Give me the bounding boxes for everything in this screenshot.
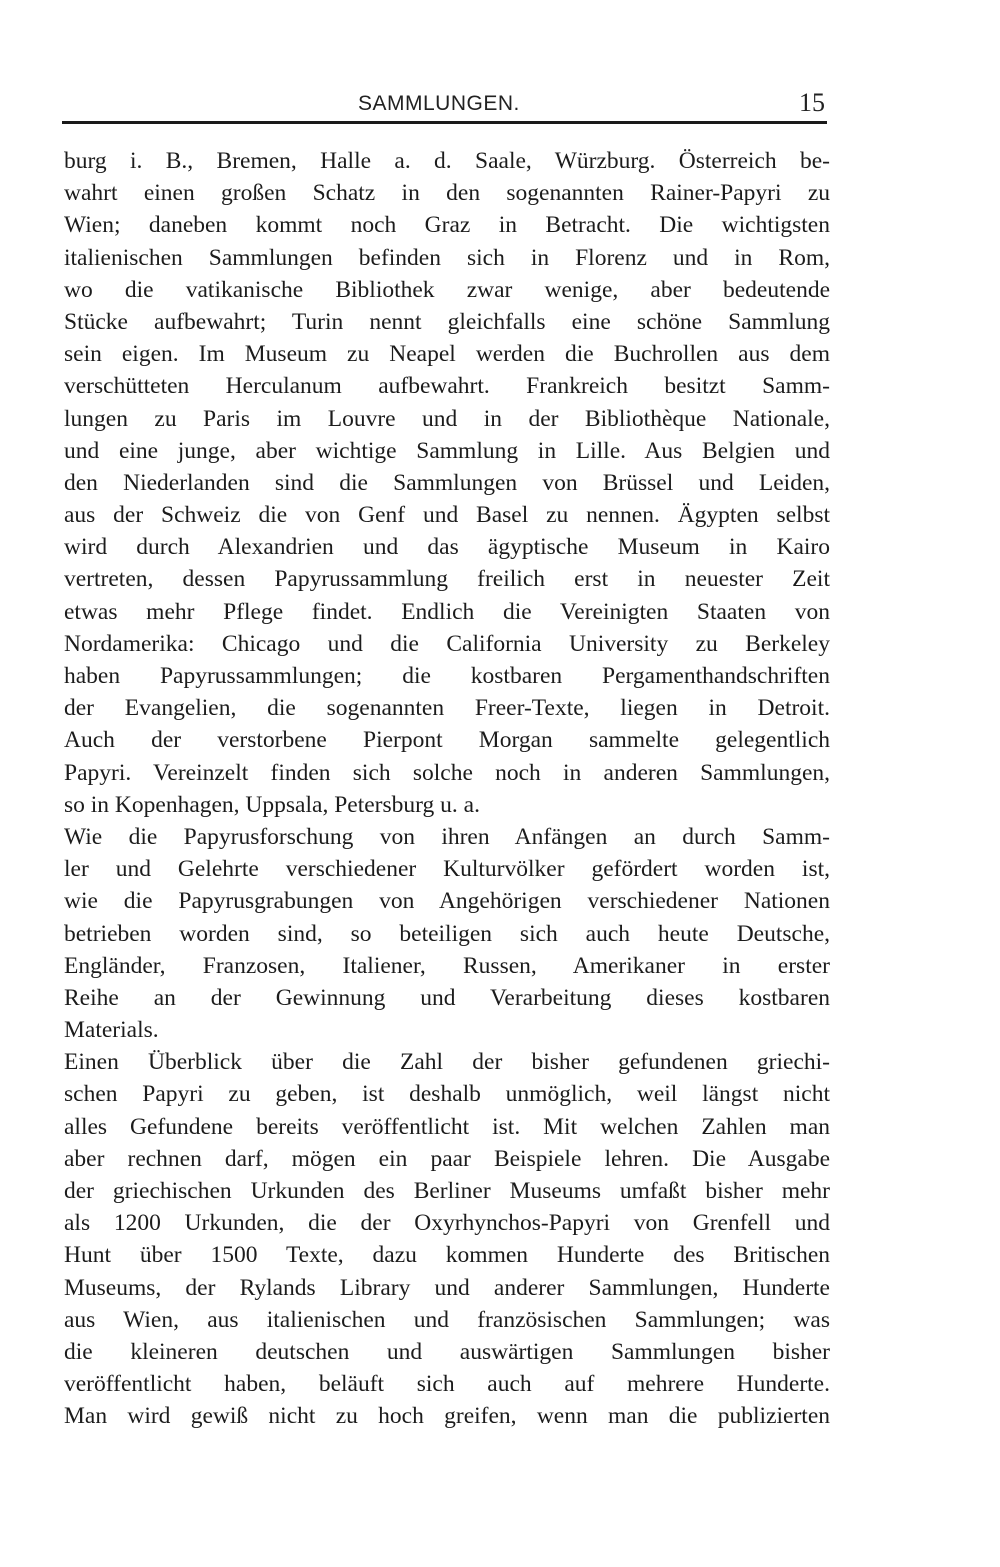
text-line: sein eigen. Im Museum zu Neapel werden die Buchrollen aus dem bbox=[64, 341, 830, 368]
text-line: und eine junge, aber wichtige Sammlung in Lille. Aus Belgien und bbox=[64, 437, 830, 464]
text-line: italienischen Sammlungen befinden sich in Florenz und in Rom, bbox=[64, 244, 830, 271]
text-line: haben Papyrussammlungen; die kostbaren Pergamenthandschriften bbox=[64, 663, 830, 689]
text-line: wahrt einen großen Schatz in den sogenannten Rainer-Papyri zu bbox=[64, 180, 830, 207]
text-line: Stücke aufbewahrt; Turin nennt gleichfalls eine schöne Sammlung bbox=[64, 308, 830, 335]
text-line: aus Wien, aus italienischen und französischen Sammlungen; was bbox=[64, 1306, 830, 1333]
header-rule bbox=[62, 121, 827, 124]
text-line: wird durch Alexandrien und das ägyptische Museum in Kairo bbox=[64, 534, 830, 561]
text-line: Man wird gewiß nicht zu hoch greifen, wenn man die publizierten bbox=[64, 1403, 830, 1430]
body-text bbox=[64, 145, 830, 1433]
text-line: etwas mehr Pflege findet. Endlich die Vereinigten Staaten von bbox=[64, 598, 830, 625]
text-line: die kleineren deutschen und auswärtigen Sammlungen bisher bbox=[64, 1338, 830, 1365]
text-line: als 1200 Urkunden, die der Oxyrhynchos-Papyri von Grenfell und bbox=[64, 1210, 830, 1237]
text-line: vertreten, dessen Papyrussammlung freilich erst in neuester Zeit bbox=[64, 566, 830, 593]
text-line: burg i. B., Bremen, Halle a. d. Saale, Würzburg. Österreich be- bbox=[64, 148, 830, 174]
text-line: Museums, der Rylands Library und anderer Sammlungen, Hunderte bbox=[64, 1274, 830, 1301]
text-line: Papyri. Vereinzelt finden sich solche noch in anderen Sammlungen, bbox=[64, 759, 830, 786]
text-line: schen Papyri zu geben, ist deshalb unmöglich, weil längst nicht bbox=[64, 1081, 830, 1108]
text-line: ler und Gelehrte verschiedener Kulturvölker gefördert worden ist, bbox=[64, 856, 830, 883]
running-header bbox=[62, 86, 827, 126]
text-line: betrieben worden sind, so beteiligen sich auch heute Deutsche, bbox=[64, 920, 830, 947]
text-line: den Niederlanden sind die Sammlungen von Brüssel und Leiden, bbox=[64, 469, 830, 496]
text-line: aber rechnen darf, mögen ein paar Beispiele lehren. Die Ausgabe bbox=[64, 1145, 830, 1172]
text-line: der griechischen Urkunden des Berliner Museums umfaßt bisher mehr bbox=[64, 1178, 830, 1204]
text-line: lungen zu Paris im Louvre und in der Bibliothèque Nationale, bbox=[64, 405, 830, 432]
text-line: Engländer, Franzosen, Italiener, Russen, Amerikaner in erster bbox=[64, 952, 830, 979]
text-line: wie die Papyrusgrabungen von Angehörigen verschiedener Nationen bbox=[64, 888, 830, 915]
text-line: so in Kopenhagen, Uppsala, Petersburg u. a. bbox=[64, 791, 480, 818]
text-line: Reihe an der Gewinnung und Verarbeitung dieses kostbaren bbox=[64, 984, 830, 1011]
text-line: Einen Überblick über die Zahl der bisher gefundenen griechi- bbox=[64, 1049, 830, 1076]
running-head-title: SAMMLUNGEN. bbox=[358, 92, 520, 115]
text-line: verschütteten Herculanum aufbewahrt. Frankreich besitzt Samm- bbox=[64, 373, 830, 400]
text-line: aus der Schweiz die von Genf und Basel zu nennen. Ägypten selbst bbox=[64, 502, 830, 529]
text-line: Materials. bbox=[64, 1017, 159, 1044]
text-line: der Evangelien, die sogenannten Freer-Texte, liegen in Detroit. bbox=[64, 695, 830, 722]
text-line: wo die vatikanische Bibliothek zwar wenige, aber bedeutende bbox=[64, 276, 830, 303]
text-line: Nordamerika: Chicago und die California University zu Berkeley bbox=[64, 630, 830, 657]
text-line: Auch der verstorbene Pierpont Morgan sammelte gelegentlich bbox=[64, 727, 830, 754]
text-line: Hunt über 1500 Texte, dazu kommen Hunderte des Britischen bbox=[64, 1242, 830, 1269]
text-line: veröffentlicht haben, beläuft sich auch auf mehrere Hunderte. bbox=[64, 1371, 830, 1398]
page-number: 15 bbox=[799, 88, 825, 117]
text-line: alles Gefundene bereits veröffentlicht ist. Mit welchen Zahlen man bbox=[64, 1113, 830, 1140]
text-line: Wie die Papyrusforschung von ihren Anfängen an durch Samm- bbox=[64, 823, 830, 850]
text-line: Wien; daneben kommt noch Graz in Betracht. Die wichtigsten bbox=[64, 212, 830, 239]
